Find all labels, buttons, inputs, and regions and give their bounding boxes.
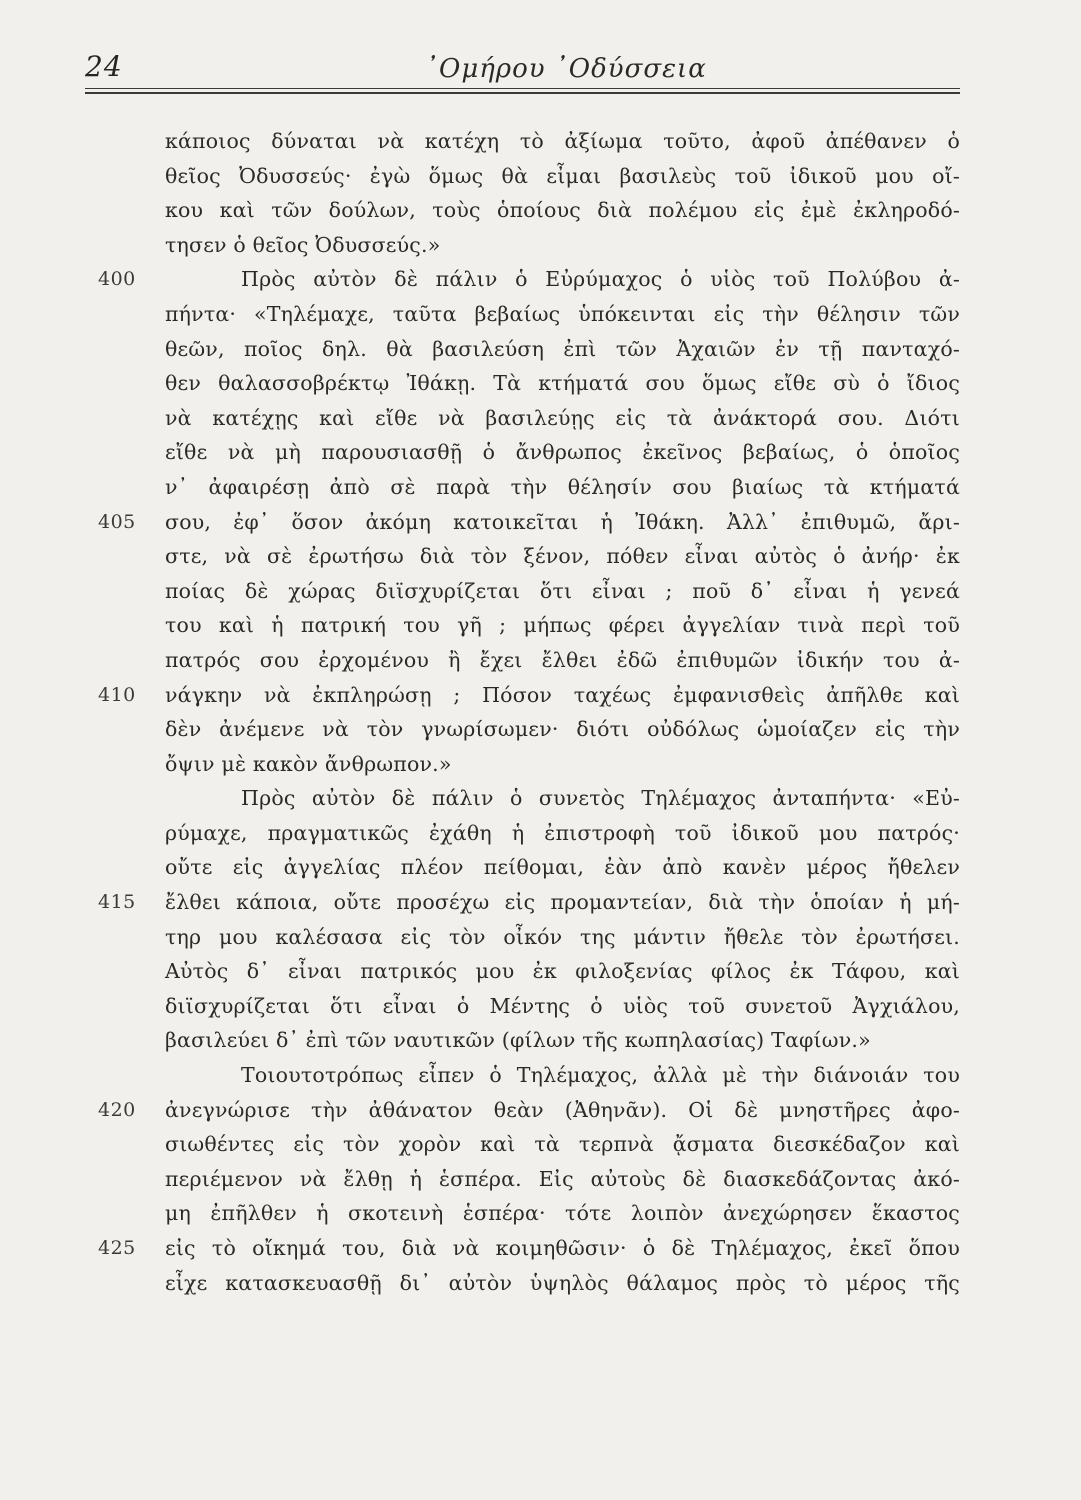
page-number: 24 (85, 50, 123, 83)
text-line (165, 470, 960, 505)
line-text: μη ἐπῆλθεν ἡ σκοτεινὴ ἑσπέρα· τότε λοιπὸν ἀνεχώρησεν ἕκαστος (165, 1201, 960, 1226)
line-text: Πρὸς αὐτὸν δὲ πάλιν ὁ Εὐρύμαχος ὁ υἱὸς τοῦ Πολύβου ἀ- (241, 267, 960, 292)
text-line (165, 193, 960, 228)
text-line (165, 1266, 960, 1301)
line-number: 425 (98, 1237, 136, 1259)
line-text: θεῖος Ὀδυσσεύς· ἐγὼ ὅμως θὰ εἶμαι βασιλεὺς τοῦ ἰδικοῦ μου οἴ- (165, 163, 960, 188)
line-text: Τοιουτοτρόπως εἶπεν ὁ Τηλέμαχος, ἀλλὰ μὲ τὴν διάνοιάν του (241, 1063, 960, 1088)
header-rule (85, 88, 960, 89)
text-line (165, 608, 960, 643)
line-text: νὰ κατέχῃς καὶ εἴθε νὰ βασιλεύῃς εἰς τὰ ἀνάκτορά σου. Διότι (165, 405, 960, 430)
line-text: θεῶν, ποῖος δηλ. θὰ βασιλεύση ἐπὶ τῶν Ἀχαιῶν ἐν τῇ πανταχό- (165, 336, 960, 361)
page-header (85, 50, 960, 90)
text-line (165, 643, 960, 678)
line-text: τησεν ὁ θεῖος Ὀδυσσεύς.» (165, 232, 441, 257)
line-text: δὲν ἀνέμενε νὰ τὸν γνωρίσωμεν· διότι οὐδόλως ὡμοίαζεν εἰς τὴν (165, 717, 960, 742)
text-line (165, 850, 960, 885)
text-line (165, 159, 960, 194)
line-text: θεν θαλασσοβρέκτῳ Ἰθάκῃ. Τὰ κτήματά σου ὅμως εἴθε σὺ ὁ ἴδιος (165, 371, 960, 396)
text-line (98, 1231, 960, 1266)
text-line (98, 262, 960, 297)
text-line (165, 1162, 960, 1197)
text-line (165, 1058, 960, 1093)
text-line (165, 228, 960, 263)
line-text: ἔλθει κάποια, οὔτε προσέχω εἰς προμαντείαν, διὰ τὴν ὁποίαν ἡ μή- (165, 890, 960, 915)
line-text: εἰς τὸ οἴκημά του, διὰ νὰ κοιμηθῶσιν· ὁ δὲ Τηλέμαχος, ἐκεῖ ὅπου (165, 1236, 960, 1260)
text-line (165, 574, 960, 609)
text-line (165, 124, 960, 159)
line-text: του καὶ ἡ πατρική του γῆ ; μήπως φέρει ἀγγελίαν τινὰ περὶ τοῦ (165, 613, 960, 638)
line-text: εἶχε κατασκευασθῇ δι᾿ αὐτὸν ὑψηλὸς θάλαμος πρὸς τὸ μέρος τῆς (165, 1270, 960, 1295)
line-text: Αὐτὸς δ᾿ εἶναι πατρικός μου ἐκ φιλοξενίας φίλος ἐκ Τάφου, καὶ (165, 959, 960, 984)
text-line (165, 712, 960, 747)
line-text: οὔτε εἰς ἀγγελίας πλέον πείθομαι, ἐὰν ἀπὸ κανὲν μέρος ἤθελεν (165, 855, 960, 880)
line-text: ποίας δὲ χώρας διϊσχυρίζεται ὅτι εἶναι ; ποῦ δ᾿ εἶναι ἡ γενεά (165, 578, 960, 603)
line-text: βασιλεύει δ᾿ ἐπὶ τῶν ναυτικῶν (φίλων τῆς κωπηλασίας) Ταφίων.» (165, 1028, 871, 1053)
text-line (165, 539, 960, 574)
line-text: νάγκην νὰ ἐκπληρώσῃ ; Πόσον ταχέως ἐμφανισθεὶς ἀπῆλθε καὶ (165, 682, 960, 707)
text-line (165, 747, 960, 782)
text-line (98, 678, 960, 713)
text-line (165, 297, 960, 332)
text-line (165, 435, 960, 470)
line-text: ἀνεγνώρισε τὴν ἀθάνατον θεὰν (Ἀθηνᾶν). Οἱ δὲ μνηστῆρες ἀφο- (165, 1097, 960, 1122)
line-number: 420 (98, 1098, 136, 1121)
text-line (165, 816, 960, 851)
line-number: 400 (98, 268, 136, 291)
header-rule-double (85, 92, 960, 94)
line-text: σιωθέντες εἰς τὸν χορὸν καὶ τὰ τερπνὰ ᾄσματα διεσκέδαζον καὶ (165, 1132, 960, 1157)
running-title: ᾿Ομήρου ᾿Οδύσσεια (425, 54, 707, 84)
line-text: ρύμαχε, πραγματικῶς ἐχάθη ἡ ἐπιστροφὴ τοῦ ἰδικοῦ μου πατρός· (165, 820, 960, 845)
line-text: διϊσχυρίζεται ὅτι εἶναι ὁ Μέντης ὁ υἱὸς τοῦ συνετοῦ Ἀγχιάλου, (165, 993, 960, 1018)
line-text: πήντα· «Τηλέμαχε, ταῦτα βεβαίως ὑπόκεινται εἰς τὴν θέλησιν τῶν (165, 301, 960, 326)
line-text: τηρ μου καλέσασα εἰς τὸν οἶκόν της μάντιν ἤθελε τὸν ἐρωτήσει. (165, 924, 960, 949)
line-text: πατρός σου ἐρχομένου ἢ ἔχει ἔλθει ἐδῶ ἐπιθυμῶν ἰδικήν του ἀ- (165, 647, 960, 672)
text-line (165, 781, 960, 816)
text-line (165, 989, 960, 1024)
line-number: 410 (98, 683, 136, 706)
line-text: περιέμενον νὰ ἔλθῃ ἡ ἑσπέρα. Εἰς αὐτοὺς δὲ διασκεδάζοντας ἀκό- (165, 1166, 960, 1191)
text-line (165, 920, 960, 955)
line-text: ὄψιν μὲ κακὸν ἄνθρωπον.» (165, 751, 452, 776)
line-text: ν᾿ ἀφαιρέσῃ ἀπὸ σὲ παρὰ τὴν θέλησίν σου βιαίως τὰ κτήματά (165, 474, 960, 499)
text-line (165, 954, 960, 989)
text-line (98, 885, 960, 920)
text-line (165, 1127, 960, 1162)
text-line (165, 1023, 960, 1058)
text-line (98, 1093, 960, 1128)
line-text: Πρὸς αὐτὸν δὲ πάλιν ὁ συνετὸς Τηλέμαχος ἀνταπήντα· «Εὐ- (241, 786, 960, 811)
line-number: 415 (98, 891, 136, 914)
line-text: κάποιος δύναται νὰ κατέχη τὸ ἀξίωμα τοῦτο, ἀφοῦ ἀπέθανεν ὁ (165, 129, 960, 153)
line-text: στε, νὰ σὲ ἐρωτήσω διὰ τὸν ξένον, πόθεν εἶναι αὐτὸς ὁ ἀνήρ· ἐκ (165, 544, 960, 569)
text-line (165, 401, 960, 436)
text-line (165, 366, 960, 401)
text-line (98, 505, 960, 540)
text-line (165, 332, 960, 367)
line-text: σου, ἐφ᾿ ὅσον ἀκόμη κατοικεῖται ἡ Ἰθάκη. Ἀλλ᾿ ἐπιθυμῶ, ἄρι- (165, 509, 960, 534)
body-text (98, 124, 960, 1300)
text-line (165, 1196, 960, 1231)
line-number: 405 (98, 510, 136, 533)
line-text: κου καὶ τῶν δούλων, τοὺς ὁποίους διὰ πολέμου εἰς ἐμὲ ἐκληροδό- (165, 198, 960, 223)
line-text: εἴθε νὰ μὴ παρουσιασθῇ ὁ ἄνθρωπος ἐκεῖνος βεβαίως, ὁ ὁποῖος (165, 440, 960, 465)
